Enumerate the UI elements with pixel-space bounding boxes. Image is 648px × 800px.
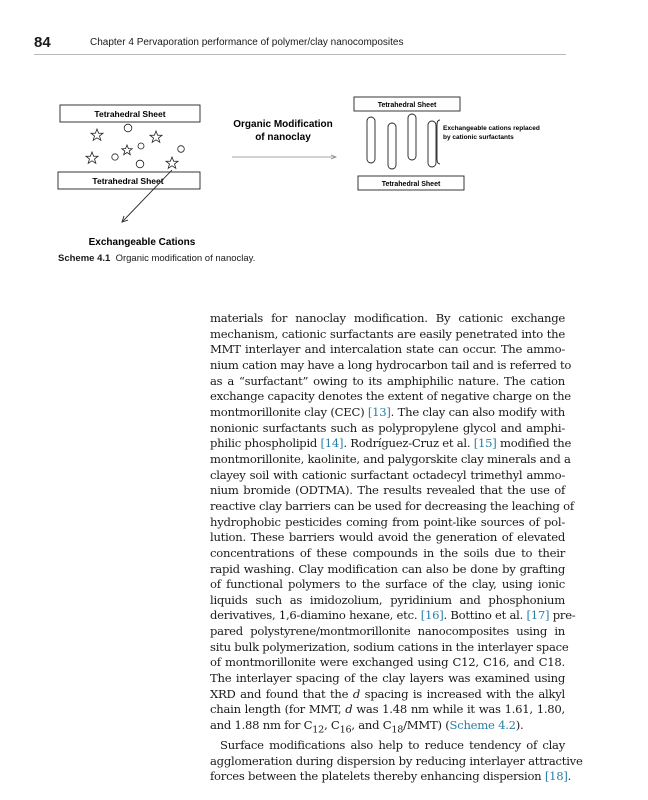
citation-link[interactable]: [18] [544, 769, 568, 784]
text-line: as a “surfactant” owing to its amphiphilic nature. The cation [210, 373, 565, 388]
page-number: 84 [34, 34, 51, 51]
star-icon [150, 131, 162, 142]
text-line: mechanism, cationic surfactants are easily penetrated into the [210, 326, 565, 341]
surfactant-rod [367, 117, 375, 163]
text-line: exchange capacity denotes the extent of negative charge on the [210, 389, 571, 404]
text-line: concentrations of these compounds in the soils due to their [210, 545, 565, 560]
text-line: of montmorillonite were exchanged using C12, C16, and C18. [210, 655, 565, 670]
citation-link[interactable]: [15] [473, 436, 497, 451]
right-bottom-sheet-label: Tetrahedral Sheet [381, 181, 441, 188]
citation-link[interactable]: [17] [526, 608, 550, 623]
cation-circle [112, 154, 118, 160]
organic-modification-label-line2: of nanoclay [255, 132, 311, 143]
citation-link[interactable]: [13] [367, 404, 391, 419]
cation-circle [136, 160, 144, 168]
text-line: The interlayer spacing of the clay layers was examined using [210, 671, 565, 686]
text-line: materials for nanoclay modification. By cationic exchange [210, 311, 565, 325]
exchangeable-cations-label: Exchangeable Cations [88, 237, 196, 248]
text-line: nium cation may have a long hydrocarbon tail and is referred to [210, 357, 572, 372]
star-icon [86, 152, 98, 163]
text-line: derivatives, 1,6-diamino hexane, etc. [16]. Bottino et al. [17] pre- [210, 608, 576, 623]
text-line: agglomeration during dispersion by reducing interlayer attractive [210, 753, 583, 768]
text-line: nium bromide (ODTMA). The results revealed that the use of [210, 483, 565, 498]
text-line: hydrophobic pesticides coming from point-like sources of pol- [210, 514, 565, 529]
text-line: Surface modifications also help to reduce tendency of clay [220, 738, 565, 753]
surfactant-rod [388, 123, 396, 169]
text-line: lution. These barriers would avoid the generation of elevated [210, 530, 565, 545]
scheme-link[interactable]: Scheme 4.2 [449, 718, 516, 733]
organic-modification-label-line1: Organic Modification [233, 119, 333, 130]
text-line: rapid washing. Clay modification can also be done by grafting [210, 561, 565, 576]
text-line: montmorillonite clay (CEC) [13]. The clay can also modify with [210, 404, 565, 419]
text-line: situ bulk polymerization, sodium cations in the interlayer space [210, 639, 569, 654]
text-line: XRD and found that the d spacing is increased with the alkyl [210, 686, 565, 701]
cation-circle [138, 143, 144, 149]
scheme-4-1-figure [56, 90, 576, 255]
text-line: liquids such as imidozolium, pyridinium and phosphonium [210, 592, 565, 607]
star-icon [91, 129, 103, 140]
star-icon [122, 145, 132, 155]
body-paragraphs [210, 311, 583, 785]
text-line: forces between the platelets thereby enhancing dispersion [18]. [210, 769, 572, 784]
text-line: chain length (for MMT, d was 1.48 nm while it was 1.61, 1.80, [210, 702, 565, 717]
running-header [34, 34, 566, 55]
surfactant-rod [428, 121, 436, 167]
left-top-sheet-label: Tetrahedral Sheet [94, 109, 166, 119]
text-line: pared polystyrene/montmorillonite nanocomposites using in [210, 624, 565, 639]
text-line: clayey soil with cationic surfactant octadecyl trimethyl ammo- [210, 467, 565, 482]
cation-circle [178, 146, 185, 153]
text-line: nonionic surfactants such as polypropylene glycol and amphi- [210, 420, 565, 435]
note-bracket [437, 120, 440, 164]
right-top-sheet-label: Tetrahedral Sheet [377, 102, 437, 109]
caption-label: Scheme 4.1 [58, 253, 111, 264]
left-bottom-sheet-label: Tetrahedral Sheet [92, 176, 164, 186]
citation-link[interactable]: [14] [320, 436, 344, 451]
caption-text: Organic modification of nanoclay. [115, 253, 256, 264]
cation-circle [124, 124, 132, 132]
surfactant-note-line2: by cationic surfactants [443, 134, 514, 141]
text-line: philic phospholipid [14]. Rodríguez-Cruz et al. [15] modified the [210, 436, 572, 451]
chapter-title: Chapter 4 Pervaporation performance of polymer/clay nanocomposites [90, 37, 404, 48]
scheme-caption [58, 253, 255, 264]
star-icon [166, 157, 178, 168]
citation-link[interactable]: [16] [420, 608, 444, 623]
text-line: and 1.88 nm for $C_{12}$, $C_{16}$, and $C_{18}/MMT$) (Scheme 4.2). [210, 718, 524, 736]
text-line: of functional polymers to the surface of the clay, using ionic [210, 577, 565, 592]
text-line: montmorillonite, kaolinite, and palygorskite clay minerals and a [210, 451, 571, 466]
surfactant-rod [408, 114, 416, 160]
text-line: reactive clay barriers can be used for decreasing the leaching of [210, 498, 574, 513]
text-line: MMT interlayer and intercalation state can occur. The ammo- [210, 342, 565, 357]
surfactant-note-line1: Exchangeable cations replaced [443, 125, 540, 132]
